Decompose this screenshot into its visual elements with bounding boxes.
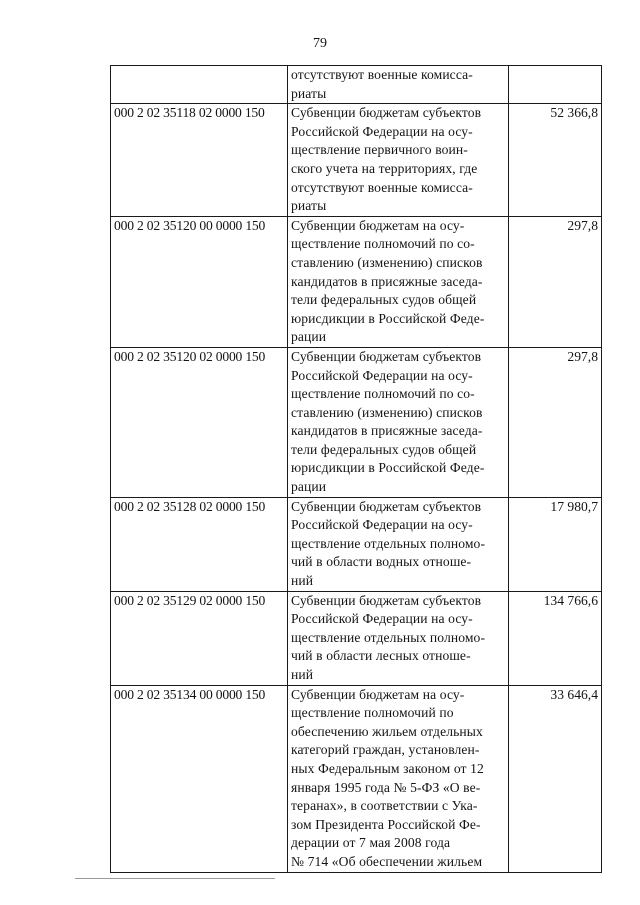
budget-code-cell: 000 2 02 35128 02 0000 150: [111, 497, 288, 591]
description-line: кандидатов в присяжные заседа-: [291, 423, 483, 439]
description-line: ществление отдельных полномо-: [291, 629, 486, 645]
description-line: рации: [291, 329, 327, 345]
amount-cell: [509, 66, 602, 104]
description-line: Субвенции бюджетам субъектов: [291, 105, 482, 121]
description-cell: [288, 104, 509, 217]
budget-code-cell: 000 2 02 35129 02 0000 150: [111, 591, 288, 685]
table-row: [111, 591, 602, 685]
description-line: ществление полномочий по: [291, 705, 454, 721]
description-line: чий в области водных отноше-: [291, 554, 472, 570]
description-line: ставлению (изменению) списков: [291, 404, 483, 420]
description-line: ществление отдельных полномо-: [291, 535, 486, 551]
budget-code-cell: 000 2 02 35118 02 0000 150: [111, 104, 288, 217]
description-cell: [288, 497, 509, 591]
budget-table-body: [111, 66, 602, 873]
description-line: ществление полномочий по со-: [291, 386, 475, 402]
page-number: 79: [313, 36, 327, 51]
table-row: [111, 104, 602, 217]
amount-cell: 297,8: [509, 347, 602, 497]
description-line: рации: [291, 479, 327, 495]
description-cell: [288, 66, 509, 104]
description-line: Российской Федерации на осу-: [291, 123, 473, 139]
description-line: чий в области лесных отноше-: [291, 648, 471, 664]
description-line: ний: [291, 573, 314, 589]
amount-cell: 134 766,6: [509, 591, 602, 685]
budget-code-cell: 000 2 02 35120 00 0000 150: [111, 216, 288, 347]
amount-cell: 33 646,4: [509, 685, 602, 872]
table-row: [111, 216, 602, 347]
amount-cell: 297,8: [509, 216, 602, 347]
description-line: ществление первичного воин-: [291, 142, 468, 158]
description-line: зом Президента Российской Фе-: [291, 816, 481, 832]
description-line: тели федеральных судов общей: [291, 292, 477, 308]
description-line: риаты: [291, 198, 327, 214]
description-cell: [288, 216, 509, 347]
description-line: теранах», в соответствии с Ука-: [291, 798, 478, 814]
description-line: Субвенции бюджетам субъектов: [291, 348, 482, 364]
description-line: Субвенции бюджетам на осу-: [291, 686, 465, 702]
budget-table: [110, 65, 602, 873]
description-line: ных Федеральным законом от 12: [291, 760, 484, 776]
description-line: тели федеральных судов общей: [291, 441, 477, 457]
description-line: юрисдикции в Российской Феде-: [291, 310, 485, 326]
description-line: ского учета на территориях, где: [291, 160, 478, 176]
description-line: ществление полномочий по со-: [291, 236, 475, 252]
description-line: категорий граждан, установлен-: [291, 742, 480, 758]
table-row: [111, 497, 602, 591]
description-line: риаты: [291, 85, 327, 101]
description-line: Российской Федерации на осу-: [291, 367, 473, 383]
table-row: [111, 685, 602, 872]
budget-code-cell: 000 2 02 35134 00 0000 150: [111, 685, 288, 872]
description-line: дерации от 7 мая 2008 года: [291, 835, 451, 851]
amount-cell: 52 366,8: [509, 104, 602, 217]
description-line: отсутствуют военные комисса-: [291, 179, 473, 195]
description-line: юрисдикции в Российской Феде-: [291, 460, 485, 476]
table-row: [111, 347, 602, 497]
description-line: Российской Федерации на осу-: [291, 517, 473, 533]
description-line: обеспечению жильем отдельных: [291, 723, 483, 739]
description-line: Российской Федерации на осу-: [291, 611, 473, 627]
description-line: отсутствуют военные комисса-: [291, 67, 473, 82]
budget-code-cell: [111, 66, 288, 104]
footer-rule: [75, 878, 275, 879]
description-line: Субвенции бюджетам субъектов: [291, 498, 482, 514]
description-line: ставлению (изменению) списков: [291, 254, 483, 270]
table-row: [111, 66, 602, 104]
description-line: Субвенции бюджетам субъектов: [291, 592, 482, 608]
description-line: Субвенции бюджетам на осу-: [291, 217, 465, 233]
description-line: января 1995 года № 5-ФЗ «О ве-: [291, 779, 481, 795]
description-line: № 714 «Об обеспечении жильем: [291, 853, 483, 869]
description-line: ний: [291, 667, 314, 682]
description-line: кандидатов в присяжные заседа-: [291, 273, 483, 289]
description-cell: [288, 591, 509, 685]
amount-cell: 17 980,7: [509, 497, 602, 591]
description-cell: [288, 347, 509, 497]
budget-code-cell: 000 2 02 35120 02 0000 150: [111, 347, 288, 497]
description-cell: [288, 685, 509, 872]
